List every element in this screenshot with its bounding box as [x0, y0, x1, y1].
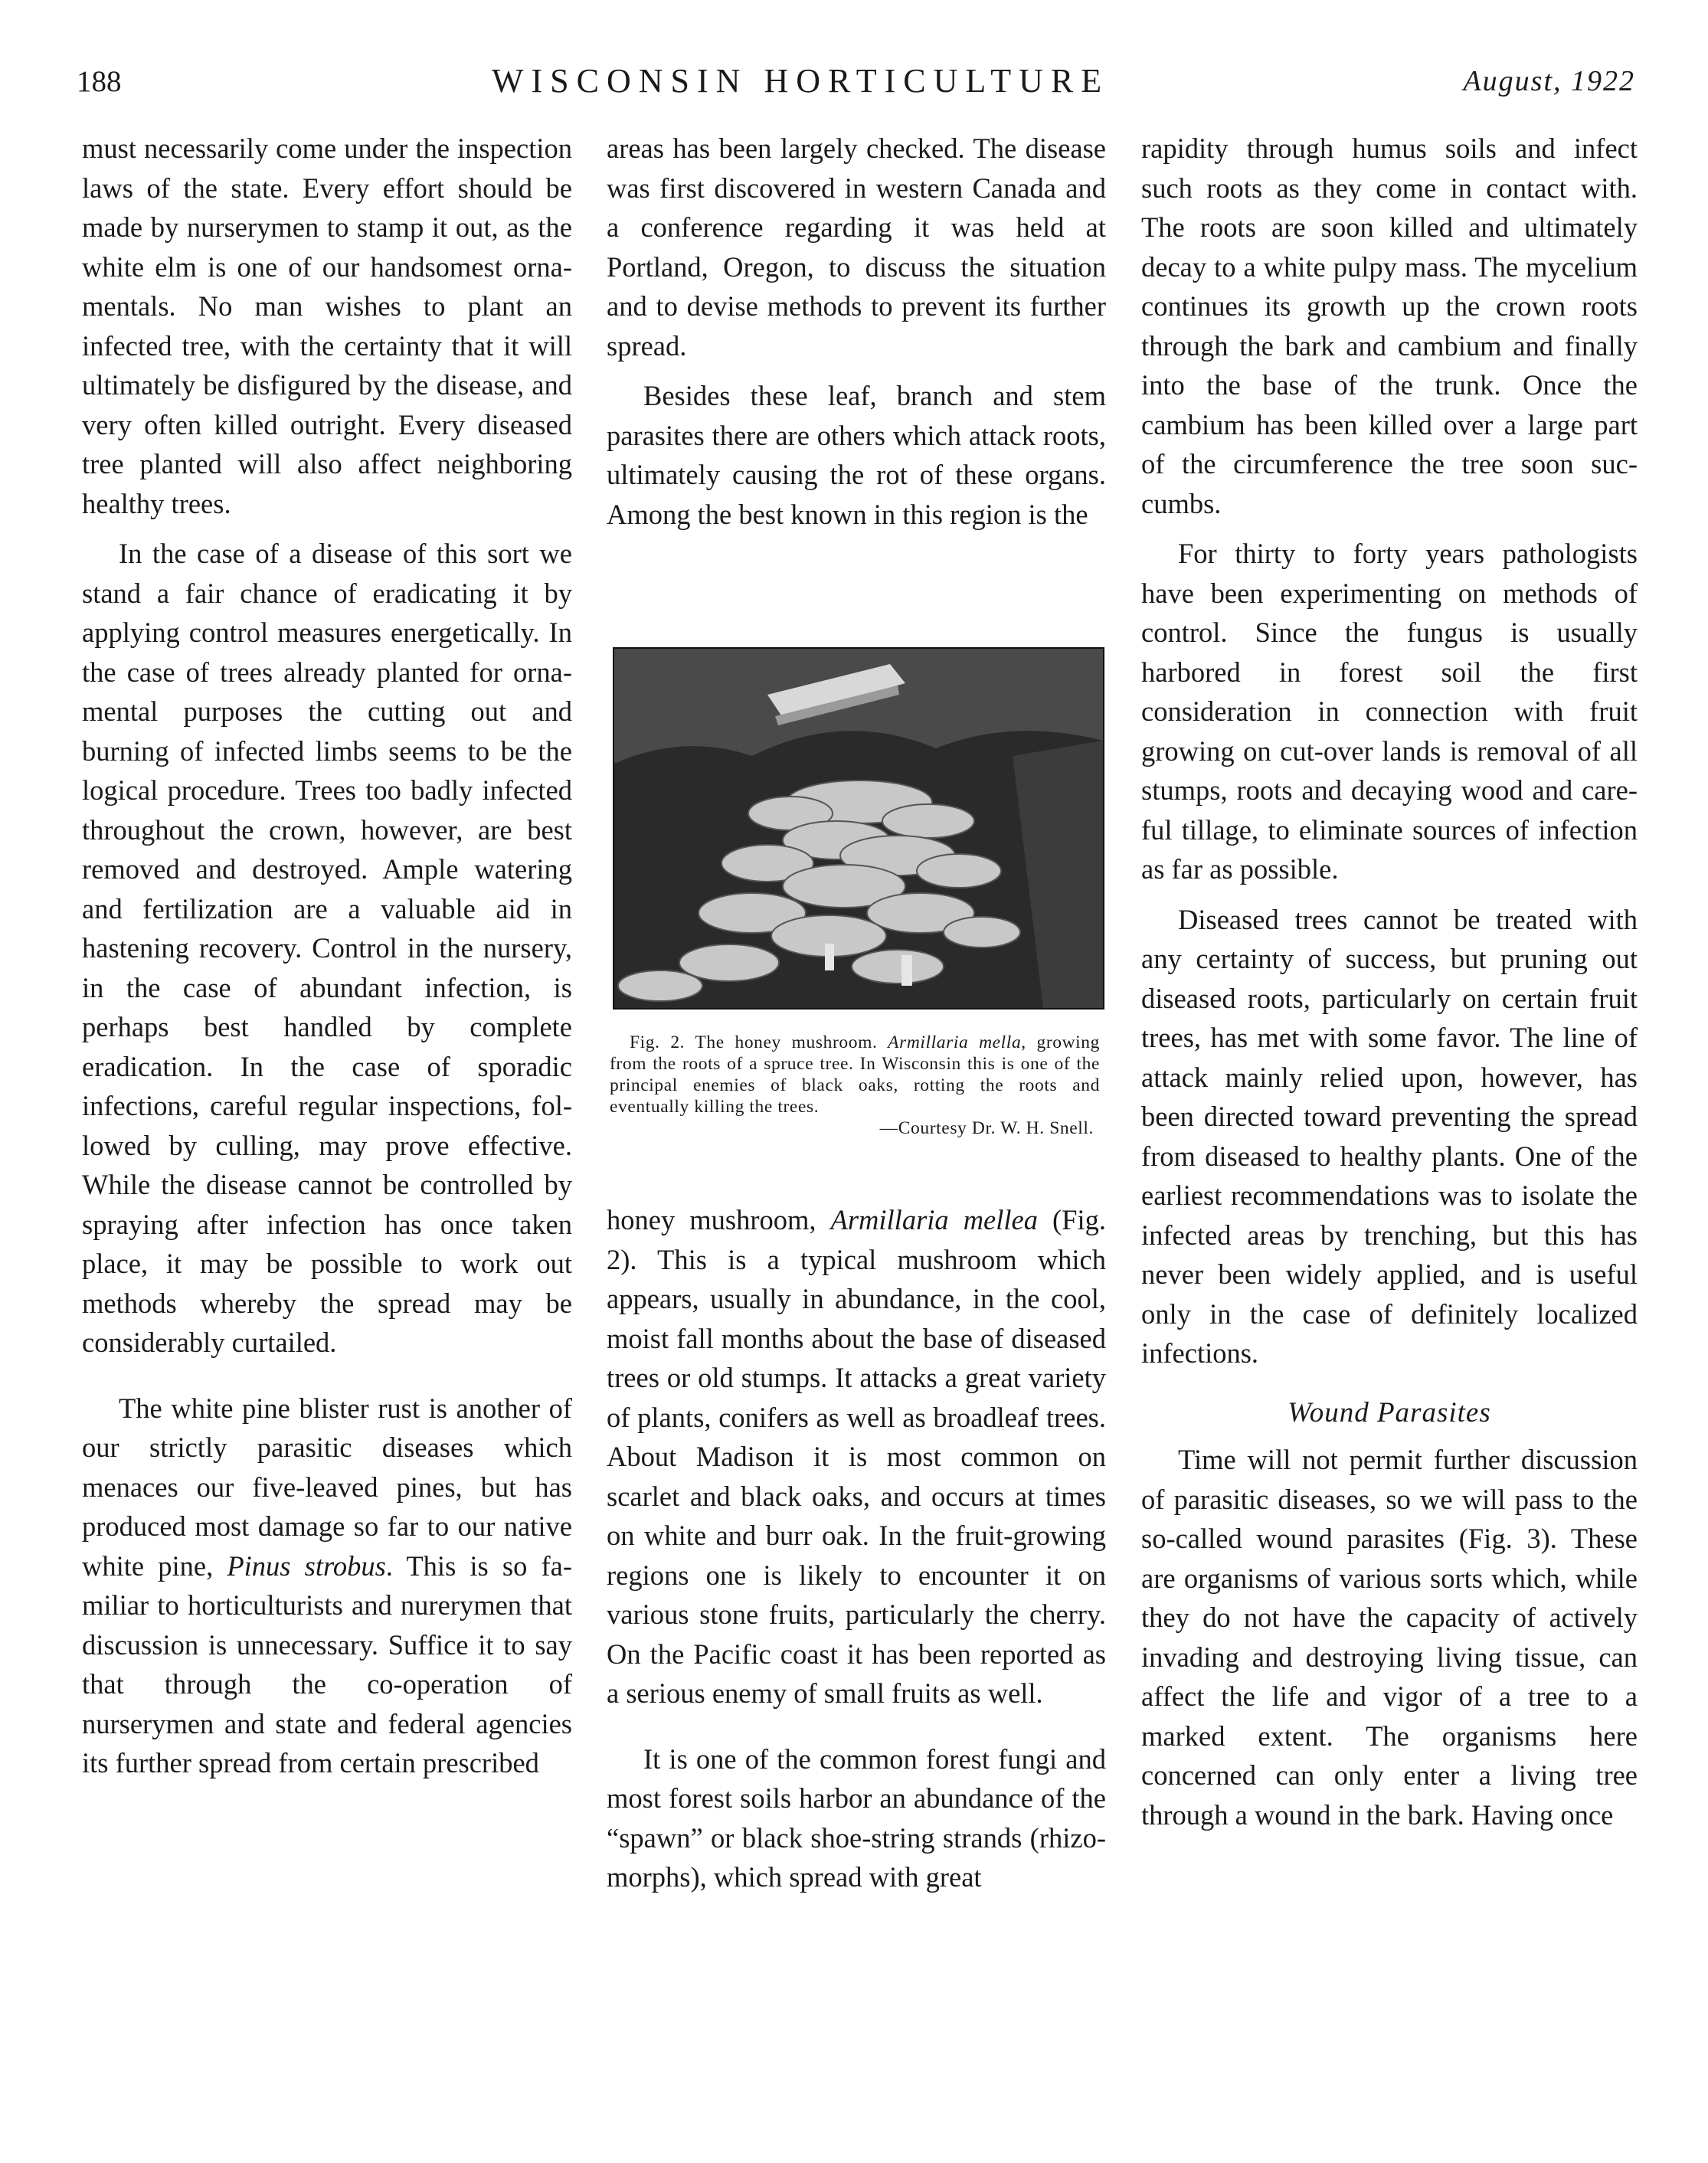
section-heading: Wound Parasites	[1288, 1396, 1491, 1428]
paragraph: must necessarily come under the inspection laws of the state. Every effort should be made by nurserymen to stamp it out, as the white elm is one of our handsomest ornamentals. No man wishes to plant an infected tree, with the certainty that it will ultimately be disfigured by the disease, and very often killed outright. Every diseased tree planted will also affect neighboring healthy trees.	[82, 133, 572, 519]
figure-caption	[610, 1032, 1100, 1139]
issue-date: August, 1922	[1463, 65, 1635, 97]
paragraph: In the case of a disease of this sort we stand a fair chance of eradicating it by applying control measures energetically. In the case of trees already planted for ornamental purposes the cutting out and burning of infected limbs seems to be the logical procedure. Trees too badly infected throughout the crown, however, are best removed and destroyed. Ample watering and fertilization are a valuable aid in hastening recovery. Control in the nursery, in the case of abundant infection, is perhaps best handled by complete eradication. In the case of sporadic infections, careful regular inspections, followed by culling, may prove effective. While the disease cannot be controlled by spraying after infection has once taken place, it may be possible to work out methods whereby the spread may be considerably curtailed.	[82, 538, 572, 1358]
caption-text: Fig. 2. The honey mushroom. Armillaria mella, growing from the roots of a spruce tree. In Wisconsin this is one of the principal enemies of black oaks, rotting the roots and eventually killing the trees.	[610, 1032, 1101, 1117]
paragraph: Time will not permit further discussion of parasitic diseases, so we will pass to the so-called wound parasites (Fig. 3). These are organisms of various sorts which, while they do not have the capacity of actively invading and destroying living tissue, can affect the life and vigor of a tree to a marked extent. The organisms here concerned can only enter a living tree through a wound in the bark. Having once	[1141, 1444, 1638, 1831]
page-number: 188	[77, 65, 122, 98]
paragraph: The white pine blister rust is another of our strictly parasitic diseases which menaces our five-leaved pines, but has produced most damage so far to our native white pine, Pinus strobus. This is so familiar to horticulturists and nurerymen that discussion is unnecessary. Suffice it to say that through the co-operation of nurserymen and state and federal agencies its further spread from certain prescribed	[82, 1392, 573, 1779]
species-name: Armillaria mellea	[830, 1204, 1038, 1235]
species-name: Pinus strobus	[227, 1549, 386, 1582]
caption-species-name: Armillaria mella	[888, 1032, 1022, 1052]
paragraph: honey mushroom, Armillaria mellea (Fig. 2). This is a typical mushroom which appears, usually in abundance, in the cool, moist fall months about the base of diseased trees or old stumps. It attacks a great variety of plants, conifers as well as broadleaf trees. About Madison it is most common on scarlet and black oaks, and occurs at times on white and burr oak. In the fruit-growing regions one is likely to encounter it on various stone fruits, particularly the cherry. On the Pacific coast it has been reported as a serious enemy of small fruits as well.	[607, 1204, 1106, 1709]
paragraph: Besides these leaf, branch and stem parasites there are others which attack roots, ultimately causing the rot of these organs. Among the best known in this region is the	[607, 380, 1106, 530]
column-1	[82, 129, 572, 1783]
honey-mushroom-photo	[613, 647, 1104, 1010]
paragraph: Diseased trees cannot be treated with any certainty of success, but pruning out diseased roots, particularly on certain fruit trees, has met with some favor. The line of attack mainly relied upon, however, has been directed toward preventing the spread from diseased to healthy plants. One of the earliest recommendations was to isolate the infected areas by trenching, but this has never been widely applied, and is useful only in the case of definitely localized infections.	[1141, 903, 1638, 1369]
paragraph: For thirty to forty years pathologists have been experimenting on methods of control. Since the fungus is usually harbored in forest soil the first consideration in connection with fruit growing on cut-over lands is removal of all stumps, roots and decaying wood and careful tillage, to eliminate sources of infection as far as possible.	[1141, 538, 1638, 885]
column-2-top	[607, 129, 1106, 534]
paragraph: It is one of the common forest fungi and most forest soils harbor an abundance of the “spawn” or black shoe-string strands (rhizomorphs), which spread with great	[607, 1743, 1106, 1893]
column-2-bottom	[607, 1200, 1106, 1897]
paragraph: rapidity through humus soils and infect such roots as they come in contact with. The roots are soon killed and ultimately decay to a white pulpy mass. The mycelium continues its growth up the crown roots through the bark and cambium and finally into the base of the trunk. Once the cambium has been killed over a large part of the circumference the tree soon succumbs.	[1141, 133, 1638, 519]
running-title: WISCONSIN HORTICULTURE	[492, 62, 1110, 100]
photo-credit: —Courtesy Dr. W. H. Snell.	[879, 1118, 1094, 1138]
paragraph: areas has been largely checked. The disease was first discovered in western Canada and a conference regarding it was held at Portland, Oregon, to discuss the situation and to devise methods to prevent its further spread.	[607, 133, 1106, 362]
column-3	[1141, 129, 1638, 1834]
mushroom-cluster-illustration	[614, 649, 1103, 1008]
